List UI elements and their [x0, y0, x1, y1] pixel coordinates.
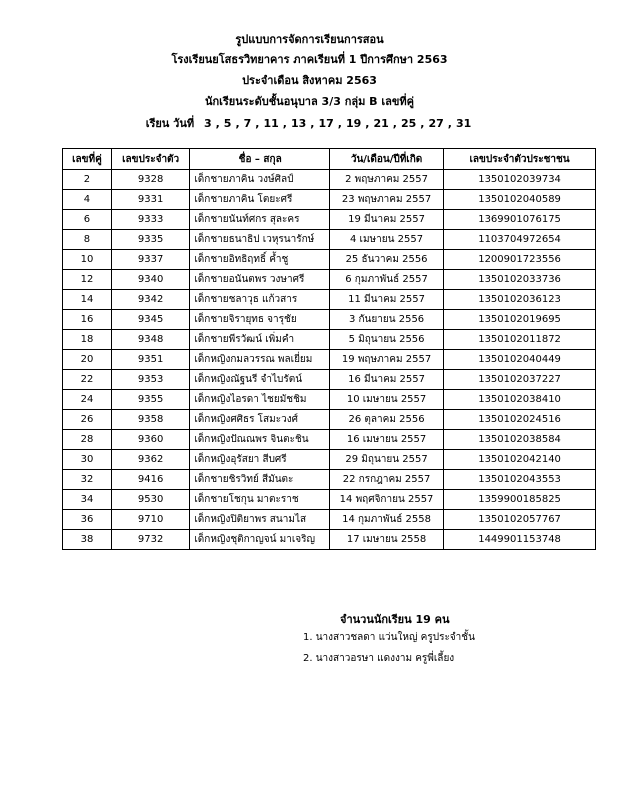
cell-number: 6 — [63, 210, 112, 230]
cell-student-id: 9362 — [111, 450, 189, 470]
header-number: เลขที่คู่ — [63, 149, 112, 170]
cell-number: 30 — [63, 450, 112, 470]
table-row — [63, 250, 596, 270]
cell-student-id: 9340 — [111, 270, 189, 290]
cell-full-name: เด็กหญิงไอรดา ไชยมัชชิม — [190, 390, 330, 410]
cell-student-id: 9328 — [111, 170, 189, 190]
cell-number: 38 — [63, 530, 112, 550]
day-separator: , — [255, 117, 260, 130]
study-day: 25 — [400, 117, 417, 130]
cell-birth-date: 29 มิถุนายน 2557 — [329, 450, 443, 470]
cell-birth-date: 14 พฤศจิกายน 2557 — [329, 490, 443, 510]
student-roster-table — [62, 148, 596, 550]
study-day: 13 — [290, 117, 307, 130]
cell-citizen-id: 1200901723556 — [444, 250, 596, 270]
cell-birth-date: 14 กุมภาพันธ์ 2558 — [329, 510, 443, 530]
cell-birth-date: 10 เมษายน 2557 — [329, 390, 443, 410]
cell-student-id: 9351 — [111, 350, 189, 370]
table-row — [63, 370, 596, 390]
cell-birth-date: 22 กรกฎาคม 2557 — [329, 470, 443, 490]
table-row — [63, 390, 596, 410]
study-day: 31 — [455, 117, 472, 130]
day-separator: , — [337, 117, 342, 130]
table-body — [63, 170, 596, 550]
document-title: รูปแบบการจัดการเรียนการสอน — [235, 33, 384, 46]
study-days-line — [0, 117, 619, 131]
cell-number: 22 — [63, 370, 112, 390]
table-row — [63, 210, 596, 230]
cell-citizen-id: 1350102037227 — [444, 370, 596, 390]
staff-homeroom-teacher: 1. นางสาวชลดา แว่นใหญ่ ครูประจำชั้น — [303, 632, 475, 643]
month-line: ประจำเดือน สิงหาคม 2563 — [242, 74, 377, 87]
cell-student-id: 9355 — [111, 390, 189, 410]
cell-citizen-id: 1350102038410 — [444, 390, 596, 410]
table-row — [63, 410, 596, 430]
cell-full-name: เด็กชายภาคิน โตยะศรี — [190, 190, 330, 210]
cell-full-name: เด็กหญิงอุรัสยา สีบศรี — [190, 450, 330, 470]
cell-student-id: 9360 — [111, 430, 189, 450]
study-day: 17 — [318, 117, 334, 130]
cell-full-name: เด็กชายอนันตพร วงษาศรี — [190, 270, 330, 290]
cell-birth-date: 25 ธันวาคม 2556 — [329, 250, 443, 270]
cell-number: 14 — [63, 290, 112, 310]
day-separator: , — [310, 117, 315, 130]
cell-citizen-id: 1350102011872 — [444, 330, 596, 350]
cell-student-id: 9530 — [111, 490, 189, 510]
cell-citizen-id: 1350102038584 — [444, 430, 596, 450]
cell-full-name: เด็กชายชลาวุธ แก้วสาร — [190, 290, 330, 310]
table-row — [63, 510, 596, 530]
cell-citizen-id: 1103704972654 — [444, 230, 596, 250]
cell-number: 26 — [63, 410, 112, 430]
study-day: 3 — [203, 117, 212, 130]
cell-birth-date: 6 กุมภาพันธ์ 2557 — [329, 270, 443, 290]
cell-number: 8 — [63, 230, 112, 250]
study-days-label: เรียน วันที่ — [145, 117, 195, 130]
cell-birth-date: 26 ตุลาคม 2556 — [329, 410, 443, 430]
study-day: 7 — [243, 117, 252, 130]
cell-citizen-id: 1350102042140 — [444, 450, 596, 470]
day-separator: , — [447, 117, 452, 130]
cell-number: 24 — [63, 390, 112, 410]
cell-citizen-id: 1350102024516 — [444, 410, 596, 430]
header-student-id: เลขประจำตัว — [111, 149, 189, 170]
cell-full-name: เด็กชายชิรวิทย์ สีมันตะ — [190, 470, 330, 490]
cell-birth-date: 3 กันยายน 2556 — [329, 310, 443, 330]
table-row — [63, 170, 596, 190]
table-header-row — [63, 149, 596, 170]
cell-citizen-id: 1350102040589 — [444, 190, 596, 210]
table-row — [63, 290, 596, 310]
table-row — [63, 190, 596, 210]
cell-birth-date: 17 เมษายน 2558 — [329, 530, 443, 550]
cell-birth-date: 11 มีนาคม 2557 — [329, 290, 443, 310]
table-row — [63, 310, 596, 330]
cell-birth-date: 16 เมษายน 2557 — [329, 430, 443, 450]
cell-full-name: เด็กหญิงศศิธร โสมะวงศ์ — [190, 410, 330, 430]
cell-birth-date: 16 มีนาคม 2557 — [329, 370, 443, 390]
cell-number: 2 — [63, 170, 112, 190]
study-day: 21 — [373, 117, 389, 130]
cell-birth-date: 2 พฤษภาคม 2557 — [329, 170, 443, 190]
study-day: 5 — [223, 117, 232, 130]
cell-full-name: เด็กชายจิรายุทธ จารุชัย — [190, 310, 330, 330]
cell-number: 18 — [63, 330, 112, 350]
cell-student-id: 9358 — [111, 410, 189, 430]
cell-full-name: เด็กชายนันท์ศกร สุละคร — [190, 210, 330, 230]
study-days-list — [202, 117, 473, 131]
cell-full-name: เด็กชายธนาธิป เวหุรนารักษ์ — [190, 230, 330, 250]
cell-student-id: 9732 — [111, 530, 189, 550]
day-separator: , — [282, 117, 287, 130]
cell-student-id: 9342 — [111, 290, 189, 310]
cell-birth-date: 5 มิถุนายน 2556 — [329, 330, 443, 350]
cell-number: 32 — [63, 470, 112, 490]
table-row — [63, 430, 596, 450]
cell-number: 36 — [63, 510, 112, 530]
cell-number: 4 — [63, 190, 112, 210]
cell-citizen-id: 1350102019695 — [444, 310, 596, 330]
cell-citizen-id: 1350102040449 — [444, 350, 596, 370]
table-row — [63, 450, 596, 470]
cell-full-name: เด็กหญิงณัฐนรี จำไบรัตน์ — [190, 370, 330, 390]
table-row — [63, 270, 596, 290]
study-day: 11 — [263, 117, 279, 130]
table-row — [63, 330, 596, 350]
cell-student-id: 9345 — [111, 310, 189, 330]
cell-citizen-id: 1350102057767 — [444, 510, 596, 530]
day-separator: , — [215, 117, 220, 130]
header-birth-date: วัน/เดือน/ปีที่เกิด — [329, 149, 443, 170]
cell-citizen-id: 1449901153748 — [444, 530, 596, 550]
cell-number: 20 — [63, 350, 112, 370]
day-separator: , — [365, 117, 370, 130]
cell-student-id: 9337 — [111, 250, 189, 270]
cell-birth-date: 19 มีนาคม 2557 — [329, 210, 443, 230]
cell-full-name: เด็กหญิงกมลวรรณ พลเยี่ยม — [190, 350, 330, 370]
study-day: 19 — [345, 117, 362, 130]
day-separator: , — [392, 117, 397, 130]
cell-student-id: 9416 — [111, 470, 189, 490]
student-count: จำนวนนักเรียน 19 คน — [340, 613, 450, 626]
cell-number: 16 — [63, 310, 112, 330]
cell-birth-date: 19 พฤษภาคม 2557 — [329, 350, 443, 370]
staff-assistant-teacher: 2. นางสาวอรษา แดงงาม ครูพี่เลี้ยง — [303, 653, 455, 664]
cell-citizen-id: 1369901076175 — [444, 210, 596, 230]
cell-student-id: 9331 — [111, 190, 189, 210]
cell-birth-date: 23 พฤษภาคม 2557 — [329, 190, 443, 210]
cell-citizen-id: 1350102043553 — [444, 470, 596, 490]
cell-full-name: เด็กหญิงชุติกาญจน์ มาเจริญ — [190, 530, 330, 550]
cell-full-name: เด็กชายอิทธิฤทธิ์ ค้ำชู — [190, 250, 330, 270]
cell-student-id: 9353 — [111, 370, 189, 390]
table-row — [63, 530, 596, 550]
day-separator: , — [235, 117, 240, 130]
cell-number: 10 — [63, 250, 112, 270]
study-day: 27 — [428, 117, 444, 130]
cell-full-name: เด็กชายภาคิน วงษ์ศิลป์ — [190, 170, 330, 190]
cell-student-id: 9710 — [111, 510, 189, 530]
class-group-line: นักเรียนระดับชั้นอนุบาล 3/3 กลุ่ม B เลขที่คู่ — [204, 95, 415, 108]
cell-number: 12 — [63, 270, 112, 290]
cell-full-name: เด็กหญิงปิติยาพร สนามไส — [190, 510, 330, 530]
day-separator: , — [420, 117, 425, 130]
cell-citizen-id: 1350102033736 — [444, 270, 596, 290]
table-row — [63, 230, 596, 250]
cell-full-name: เด็กชายพีรวัฒน์ เพิ่มคำ — [190, 330, 330, 350]
table-row — [63, 350, 596, 370]
cell-student-id: 9335 — [111, 230, 189, 250]
cell-birth-date: 4 เมษายน 2557 — [329, 230, 443, 250]
header-full-name: ชื่อ – สกุล — [190, 149, 330, 170]
cell-full-name: เด็กชายโชกุน มาตะราช — [190, 490, 330, 510]
cell-number: 28 — [63, 430, 112, 450]
header-citizen-id: เลขประจำตัวประชาชน — [444, 149, 596, 170]
cell-citizen-id: 1350102039734 — [444, 170, 596, 190]
cell-number: 34 — [63, 490, 112, 510]
table-row — [63, 470, 596, 490]
school-term-line: โรงเรียนยโสธรวิทยาคาร ภาคเรียนที่ 1 ปีการศึกษา 2563 — [171, 53, 448, 66]
cell-student-id: 9348 — [111, 330, 189, 350]
table-row — [63, 490, 596, 510]
cell-student-id: 9333 — [111, 210, 189, 230]
cell-citizen-id: 1350102036123 — [444, 290, 596, 310]
cell-citizen-id: 1359900185825 — [444, 490, 596, 510]
cell-full-name: เด็กหญิงปัณณพร จินตะชิน — [190, 430, 330, 450]
